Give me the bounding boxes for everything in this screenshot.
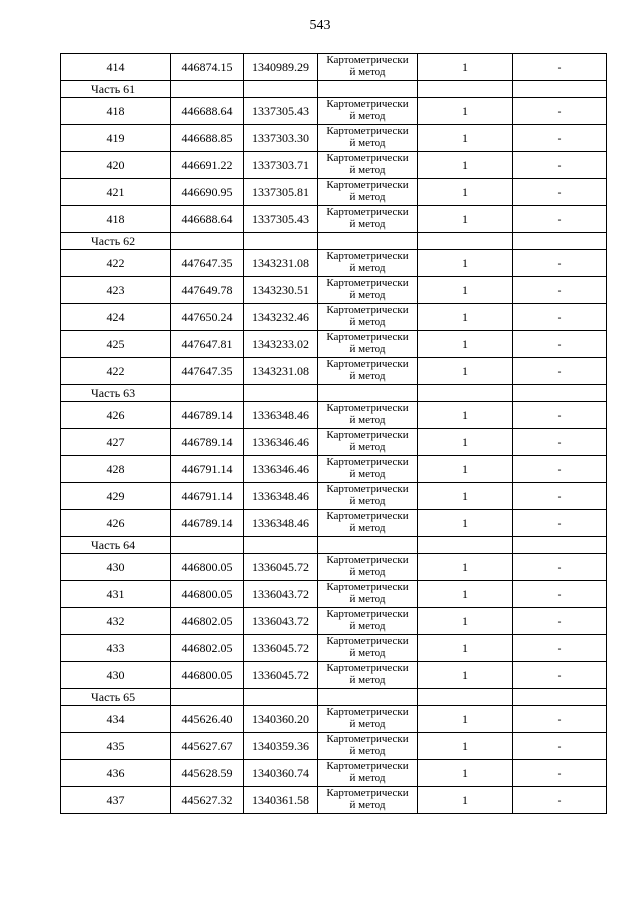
y-coordinate-cell: 1336346.46 — [244, 429, 318, 456]
point-number-cell: 418 — [61, 206, 171, 233]
x-coordinate-cell: 445627.67 — [171, 733, 244, 760]
extra-cell: - — [513, 456, 607, 483]
y-coordinate-cell: 1340359.36 — [244, 733, 318, 760]
table-row — [61, 304, 607, 331]
coordinates-table-body — [61, 54, 607, 814]
empty-cell — [171, 537, 244, 554]
x-coordinate-cell: 445627.32 — [171, 787, 244, 814]
method-text-line: Картометрически — [326, 662, 409, 674]
method-text-line: й метод — [349, 370, 386, 382]
x-coordinate-cell: 446691.22 — [171, 152, 244, 179]
y-coordinate-cell: 1343231.08 — [244, 250, 318, 277]
extra-cell: - — [513, 608, 607, 635]
count-cell: 1 — [418, 206, 513, 233]
section-label: Часть 64 — [61, 537, 171, 554]
method-text-line: й метод — [349, 718, 386, 730]
method-text-line: Картометрически — [326, 152, 409, 164]
method-cell — [318, 760, 418, 787]
method-cell — [318, 98, 418, 125]
x-coordinate-cell: 446789.14 — [171, 402, 244, 429]
y-coordinate-cell: 1340989.29 — [244, 54, 318, 81]
method-text-line: Картометрически — [326, 179, 409, 191]
count-cell: 1 — [418, 358, 513, 385]
empty-cell — [171, 233, 244, 250]
count-cell: 1 — [418, 608, 513, 635]
method-text-line: й метод — [349, 316, 386, 328]
count-cell: 1 — [418, 250, 513, 277]
x-coordinate-cell: 446688.85 — [171, 125, 244, 152]
empty-cell — [171, 385, 244, 402]
method-text-line: й метод — [349, 620, 386, 632]
extra-cell: - — [513, 662, 607, 689]
x-coordinate-cell: 447647.35 — [171, 358, 244, 385]
x-coordinate-cell: 446690.95 — [171, 179, 244, 206]
extra-cell: - — [513, 733, 607, 760]
count-cell: 1 — [418, 152, 513, 179]
point-number-cell: 437 — [61, 787, 171, 814]
section-label: Часть 61 — [61, 81, 171, 98]
table-row — [61, 152, 607, 179]
extra-cell: - — [513, 483, 607, 510]
method-cell — [318, 277, 418, 304]
method-text-line: Картометрически — [326, 206, 409, 218]
section-row — [61, 385, 607, 402]
y-coordinate-cell: 1336043.72 — [244, 581, 318, 608]
method-text-line: Картометрически — [326, 402, 409, 414]
method-text-line: Картометрически — [326, 733, 409, 745]
method-text-line: Картометрически — [326, 358, 409, 370]
method-cell — [318, 54, 418, 81]
method-cell — [318, 402, 418, 429]
point-number-cell: 434 — [61, 706, 171, 733]
table-row — [61, 635, 607, 662]
section-row — [61, 689, 607, 706]
empty-cell — [513, 81, 607, 98]
method-text-line: Картометрически — [326, 54, 409, 66]
method-text-line: й метод — [349, 218, 386, 230]
method-text-line: й метод — [349, 772, 386, 784]
empty-cell — [244, 81, 318, 98]
method-text-line: Картометрически — [326, 787, 409, 799]
method-text-line: й метод — [349, 441, 386, 453]
method-cell — [318, 510, 418, 537]
method-text-line: й метод — [349, 745, 386, 757]
method-text-line: й метод — [349, 522, 386, 534]
x-coordinate-cell: 446800.05 — [171, 662, 244, 689]
extra-cell: - — [513, 152, 607, 179]
extra-cell: - — [513, 706, 607, 733]
method-cell — [318, 179, 418, 206]
extra-cell: - — [513, 54, 607, 81]
x-coordinate-cell: 447650.24 — [171, 304, 244, 331]
extra-cell: - — [513, 429, 607, 456]
count-cell: 1 — [418, 581, 513, 608]
section-row — [61, 233, 607, 250]
point-number-cell: 431 — [61, 581, 171, 608]
table-row — [61, 510, 607, 537]
extra-cell: - — [513, 635, 607, 662]
x-coordinate-cell: 446874.15 — [171, 54, 244, 81]
point-number-cell: 418 — [61, 98, 171, 125]
empty-cell — [318, 689, 418, 706]
method-text-line: й метод — [349, 262, 386, 274]
y-coordinate-cell: 1336348.46 — [244, 510, 318, 537]
method-text-line: й метод — [349, 289, 386, 301]
table-row — [61, 331, 607, 358]
section-label: Часть 62 — [61, 233, 171, 250]
y-coordinate-cell: 1336045.72 — [244, 662, 318, 689]
table-row — [61, 125, 607, 152]
extra-cell: - — [513, 277, 607, 304]
method-cell — [318, 456, 418, 483]
method-cell — [318, 733, 418, 760]
empty-cell — [244, 537, 318, 554]
point-number-cell: 427 — [61, 429, 171, 456]
count-cell: 1 — [418, 304, 513, 331]
point-number-cell: 426 — [61, 402, 171, 429]
count-cell: 1 — [418, 179, 513, 206]
x-coordinate-cell: 446688.64 — [171, 206, 244, 233]
y-coordinate-cell: 1337303.30 — [244, 125, 318, 152]
count-cell: 1 — [418, 662, 513, 689]
y-coordinate-cell: 1337305.81 — [244, 179, 318, 206]
method-text-line: й метод — [349, 110, 386, 122]
empty-cell — [244, 689, 318, 706]
table-row — [61, 429, 607, 456]
table-row — [61, 402, 607, 429]
method-cell — [318, 662, 418, 689]
point-number-cell: 433 — [61, 635, 171, 662]
count-cell: 1 — [418, 277, 513, 304]
method-cell — [318, 429, 418, 456]
point-number-cell: 430 — [61, 554, 171, 581]
count-cell: 1 — [418, 733, 513, 760]
y-coordinate-cell: 1336045.72 — [244, 635, 318, 662]
y-coordinate-cell: 1340361.58 — [244, 787, 318, 814]
count-cell: 1 — [418, 429, 513, 456]
empty-cell — [418, 233, 513, 250]
empty-cell — [513, 537, 607, 554]
method-cell — [318, 483, 418, 510]
empty-cell — [244, 385, 318, 402]
page-number: 543 — [309, 18, 331, 33]
section-row — [61, 81, 607, 98]
count-cell: 1 — [418, 402, 513, 429]
point-number-cell: 428 — [61, 456, 171, 483]
empty-cell — [418, 689, 513, 706]
table-row — [61, 206, 607, 233]
method-text-line: й метод — [349, 647, 386, 659]
y-coordinate-cell: 1336346.46 — [244, 456, 318, 483]
method-text-line: й метод — [349, 593, 386, 605]
point-number-cell: 435 — [61, 733, 171, 760]
method-text-line: Картометрически — [326, 706, 409, 718]
method-text-line: Картометрически — [326, 277, 409, 289]
count-cell: 1 — [418, 54, 513, 81]
method-text-line: Картометрически — [326, 429, 409, 441]
y-coordinate-cell: 1337305.43 — [244, 206, 318, 233]
y-coordinate-cell: 1337303.71 — [244, 152, 318, 179]
point-number-cell: 419 — [61, 125, 171, 152]
method-text-line: Картометрически — [326, 608, 409, 620]
x-coordinate-cell: 446789.14 — [171, 510, 244, 537]
count-cell: 1 — [418, 331, 513, 358]
extra-cell: - — [513, 250, 607, 277]
table-row — [61, 581, 607, 608]
y-coordinate-cell: 1337305.43 — [244, 98, 318, 125]
method-cell — [318, 152, 418, 179]
extra-cell: - — [513, 760, 607, 787]
table-row — [61, 456, 607, 483]
count-cell: 1 — [418, 510, 513, 537]
extra-cell: - — [513, 206, 607, 233]
point-number-cell: 421 — [61, 179, 171, 206]
x-coordinate-cell: 446791.14 — [171, 456, 244, 483]
empty-cell — [318, 233, 418, 250]
x-coordinate-cell: 446800.05 — [171, 581, 244, 608]
method-text-line: Картометрически — [326, 250, 409, 262]
table-row — [61, 608, 607, 635]
method-text-line: Картометрически — [326, 304, 409, 316]
point-number-cell: 436 — [61, 760, 171, 787]
y-coordinate-cell: 1343233.02 — [244, 331, 318, 358]
method-cell — [318, 206, 418, 233]
x-coordinate-cell: 446800.05 — [171, 554, 244, 581]
table-row — [61, 760, 607, 787]
method-text-line: Картометрически — [326, 125, 409, 137]
count-cell: 1 — [418, 554, 513, 581]
method-cell — [318, 358, 418, 385]
extra-cell: - — [513, 331, 607, 358]
extra-cell: - — [513, 554, 607, 581]
y-coordinate-cell: 1343231.08 — [244, 358, 318, 385]
method-text-line: Картометрически — [326, 581, 409, 593]
method-text-line: Картометрически — [326, 554, 409, 566]
extra-cell: - — [513, 125, 607, 152]
point-number-cell: 425 — [61, 331, 171, 358]
empty-cell — [513, 233, 607, 250]
table-row — [61, 483, 607, 510]
count-cell: 1 — [418, 125, 513, 152]
point-number-cell: 430 — [61, 662, 171, 689]
method-text-line: Картометрически — [326, 510, 409, 522]
empty-cell — [418, 385, 513, 402]
extra-cell: - — [513, 358, 607, 385]
method-text-line: Картометрически — [326, 635, 409, 647]
point-number-cell: 422 — [61, 358, 171, 385]
empty-cell — [418, 81, 513, 98]
method-text-line: Картометрически — [326, 456, 409, 468]
method-cell — [318, 635, 418, 662]
method-text-line: й метод — [349, 495, 386, 507]
empty-cell — [244, 233, 318, 250]
count-cell: 1 — [418, 456, 513, 483]
extra-cell: - — [513, 98, 607, 125]
table-row — [61, 733, 607, 760]
extra-cell: - — [513, 402, 607, 429]
table-row — [61, 787, 607, 814]
extra-cell: - — [513, 304, 607, 331]
y-coordinate-cell: 1336348.46 — [244, 483, 318, 510]
section-label: Часть 65 — [61, 689, 171, 706]
method-cell — [318, 304, 418, 331]
table-row — [61, 250, 607, 277]
coordinates-table — [60, 53, 607, 814]
x-coordinate-cell: 446802.05 — [171, 635, 244, 662]
point-number-cell: 414 — [61, 54, 171, 81]
x-coordinate-cell: 446789.14 — [171, 429, 244, 456]
method-cell — [318, 554, 418, 581]
point-number-cell: 424 — [61, 304, 171, 331]
table-row — [61, 98, 607, 125]
count-cell: 1 — [418, 760, 513, 787]
table-row — [61, 54, 607, 81]
method-text-line: й метод — [349, 191, 386, 203]
method-text-line: й метод — [349, 66, 386, 78]
method-text-line: й метод — [349, 566, 386, 578]
point-number-cell: 422 — [61, 250, 171, 277]
y-coordinate-cell: 1343232.46 — [244, 304, 318, 331]
y-coordinate-cell: 1340360.74 — [244, 760, 318, 787]
extra-cell: - — [513, 179, 607, 206]
y-coordinate-cell: 1336045.72 — [244, 554, 318, 581]
y-coordinate-cell: 1336348.46 — [244, 402, 318, 429]
x-coordinate-cell: 445626.40 — [171, 706, 244, 733]
method-text-line: й метод — [349, 164, 386, 176]
y-coordinate-cell: 1340360.20 — [244, 706, 318, 733]
method-text-line: Картометрически — [326, 760, 409, 772]
x-coordinate-cell: 447647.81 — [171, 331, 244, 358]
empty-cell — [513, 689, 607, 706]
x-coordinate-cell: 447647.35 — [171, 250, 244, 277]
method-cell — [318, 787, 418, 814]
method-cell — [318, 608, 418, 635]
empty-cell — [318, 81, 418, 98]
extra-cell: - — [513, 787, 607, 814]
point-number-cell: 423 — [61, 277, 171, 304]
x-coordinate-cell: 446688.64 — [171, 98, 244, 125]
extra-cell: - — [513, 581, 607, 608]
table-row — [61, 662, 607, 689]
method-text-line: й метод — [349, 468, 386, 480]
method-text-line: й метод — [349, 799, 386, 811]
empty-cell — [418, 537, 513, 554]
method-cell — [318, 250, 418, 277]
extra-cell: - — [513, 510, 607, 537]
method-text-line: Картометрически — [326, 483, 409, 495]
count-cell: 1 — [418, 98, 513, 125]
table-row — [61, 277, 607, 304]
x-coordinate-cell: 446791.14 — [171, 483, 244, 510]
x-coordinate-cell: 445628.59 — [171, 760, 244, 787]
point-number-cell: 432 — [61, 608, 171, 635]
table-row — [61, 554, 607, 581]
section-row — [61, 537, 607, 554]
method-cell — [318, 706, 418, 733]
method-cell — [318, 125, 418, 152]
table-row — [61, 358, 607, 385]
method-text-line: й метод — [349, 137, 386, 149]
count-cell: 1 — [418, 483, 513, 510]
empty-cell — [171, 689, 244, 706]
point-number-cell: 426 — [61, 510, 171, 537]
x-coordinate-cell: 446802.05 — [171, 608, 244, 635]
point-number-cell: 420 — [61, 152, 171, 179]
point-number-cell: 429 — [61, 483, 171, 510]
x-coordinate-cell: 447649.78 — [171, 277, 244, 304]
y-coordinate-cell: 1343230.51 — [244, 277, 318, 304]
method-cell — [318, 581, 418, 608]
count-cell: 1 — [418, 706, 513, 733]
count-cell: 1 — [418, 787, 513, 814]
method-text-line: й метод — [349, 414, 386, 426]
method-text-line: Картометрически — [326, 98, 409, 110]
method-text-line: Картометрически — [326, 331, 409, 343]
empty-cell — [513, 385, 607, 402]
method-cell — [318, 331, 418, 358]
method-text-line: й метод — [349, 674, 386, 686]
empty-cell — [171, 81, 244, 98]
y-coordinate-cell: 1336043.72 — [244, 608, 318, 635]
method-text-line: й метод — [349, 343, 386, 355]
empty-cell — [318, 537, 418, 554]
section-label: Часть 63 — [61, 385, 171, 402]
table-row — [61, 179, 607, 206]
table-row — [61, 706, 607, 733]
empty-cell — [318, 385, 418, 402]
count-cell: 1 — [418, 635, 513, 662]
